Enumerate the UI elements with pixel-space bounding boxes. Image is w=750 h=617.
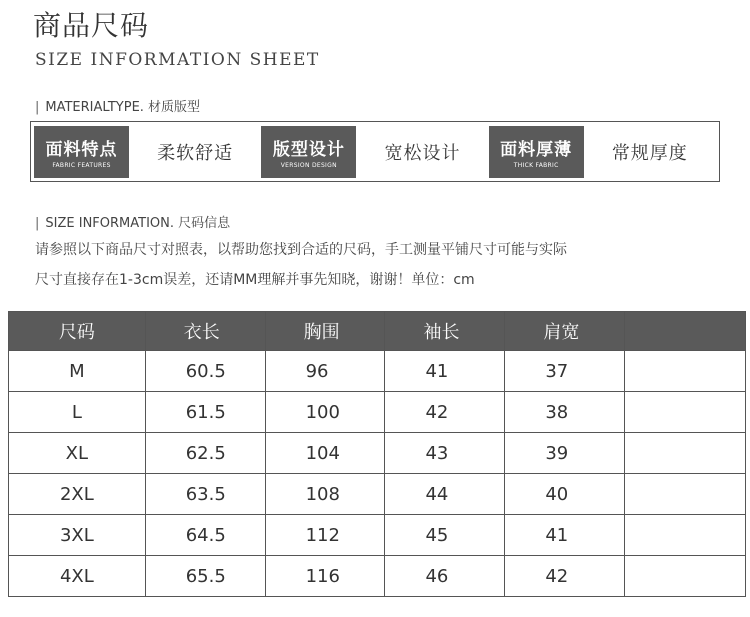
page-subtitle: SIZE INFORMATION SHEET <box>35 50 320 70</box>
cell-size: 2XL <box>9 474 146 515</box>
cell-empty <box>625 351 746 392</box>
cell-empty <box>625 392 746 433</box>
cell-shoulder: 38 <box>505 392 625 433</box>
cell-size: 3XL <box>9 515 146 556</box>
cell-length: 62.5 <box>145 433 265 474</box>
header-length: 衣长 <box>145 312 265 351</box>
table-row <box>9 515 746 556</box>
cell-chest: 116 <box>265 556 385 597</box>
cell-empty <box>625 474 746 515</box>
size-label-text: SIZE INFORMATION. 尺码信息 <box>45 216 231 231</box>
page-title: 商品尺码 <box>33 9 150 42</box>
cell-length: 60.5 <box>145 351 265 392</box>
material-value-fabric: 柔软舒适 <box>157 142 234 164</box>
material-box <box>30 121 720 182</box>
material-label-text: MATERIALTYPE. 材质版型 <box>45 100 201 115</box>
tag-en: THICK FABRIC <box>513 161 559 169</box>
table-row <box>9 351 746 392</box>
cell-shoulder: 37 <box>505 351 625 392</box>
cell-shoulder: 41 <box>505 515 625 556</box>
cell-length: 64.5 <box>145 515 265 556</box>
material-value-version: 宽松设计 <box>384 142 461 164</box>
tag-cn: 面料特点 <box>45 139 118 160</box>
cell-length: 61.5 <box>145 392 265 433</box>
section-bar: | <box>35 100 40 115</box>
cell-chest: 100 <box>265 392 385 433</box>
cell-sleeve: 44 <box>385 474 505 515</box>
cell-size: M <box>9 351 146 392</box>
header-shoulder: 肩宽 <box>505 312 625 351</box>
size-section-label <box>35 212 230 231</box>
cell-sleeve: 45 <box>385 515 505 556</box>
tag-en: VERSION DESIGN <box>280 161 337 169</box>
header-empty <box>625 312 746 351</box>
cell-empty <box>625 433 746 474</box>
cell-chest: 104 <box>265 433 385 474</box>
cell-length: 65.5 <box>145 556 265 597</box>
table-row <box>9 433 746 474</box>
header-sleeve: 袖长 <box>385 312 505 351</box>
cell-chest: 112 <box>265 515 385 556</box>
tag-cn: 版型设计 <box>272 139 345 160</box>
size-note-line2: 尺寸直接存在1-3cm误差，还请MM理解并事先知晓，谢谢！单位：cm <box>35 272 475 288</box>
cell-size: L <box>9 392 146 433</box>
size-table <box>8 311 746 597</box>
cell-empty <box>625 556 746 597</box>
section-bar: | <box>35 216 40 231</box>
cell-sleeve: 41 <box>385 351 505 392</box>
cell-size: XL <box>9 433 146 474</box>
cell-chest: 96 <box>265 351 385 392</box>
cell-shoulder: 39 <box>505 433 625 474</box>
tag-en: FABRIC FEATURES <box>52 161 111 169</box>
cell-empty <box>625 515 746 556</box>
material-section-label <box>35 96 200 115</box>
cell-length: 63.5 <box>145 474 265 515</box>
cell-sleeve: 46 <box>385 556 505 597</box>
header-size: 尺码 <box>9 312 146 351</box>
material-value-thickness: 常规厚度 <box>611 142 688 164</box>
size-note-line1: 请参照以下商品尺寸对照表，以帮助您找到合适的尺码，手工测量平铺尺寸可能与实际 <box>35 242 567 258</box>
material-tag-thickness <box>489 126 584 178</box>
tag-cn: 面料厚薄 <box>500 139 573 160</box>
material-tag-version <box>261 126 356 178</box>
cell-shoulder: 42 <box>505 556 625 597</box>
cell-chest: 108 <box>265 474 385 515</box>
cell-sleeve: 43 <box>385 433 505 474</box>
cell-shoulder: 40 <box>505 474 625 515</box>
table-row <box>9 392 746 433</box>
material-tag-fabric <box>34 126 129 178</box>
cell-sleeve: 42 <box>385 392 505 433</box>
table-header-row <box>9 312 746 351</box>
header-chest: 胸围 <box>265 312 385 351</box>
table-row <box>9 474 746 515</box>
table-row <box>9 556 746 597</box>
cell-size: 4XL <box>9 556 146 597</box>
